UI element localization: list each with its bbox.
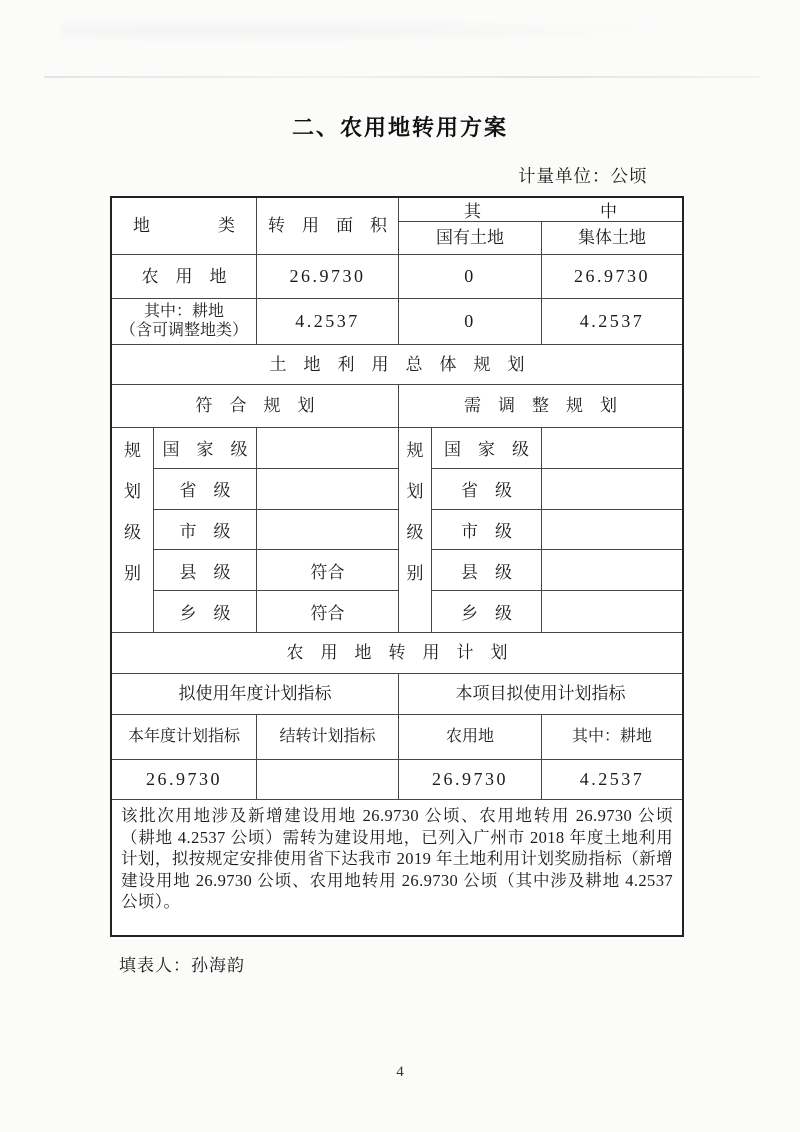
scan-artifact-line	[44, 76, 760, 78]
conversion-plan-section-row	[112, 633, 682, 674]
plan-value	[542, 428, 682, 468]
plan-label: 县 级	[154, 550, 257, 590]
cultivated-collective: 4.2537	[579, 311, 645, 332]
subheader-current-year: 本年度计划指标	[112, 715, 257, 759]
level-char: 规	[124, 441, 141, 460]
header-among: 其 中	[399, 198, 682, 222]
plan-row-national-right	[432, 428, 682, 469]
conversion-plan-section-title: 农 用 地 转 用 计 划	[286, 643, 508, 663]
cultivated-label-line2: （含可调整地类）	[119, 321, 248, 339]
plan-row-city-left	[154, 510, 398, 551]
plan-label: 县 级	[432, 550, 542, 590]
page-number: 4	[396, 1064, 404, 1080]
note-paragraph: 该批次用地涉及新增建设用地 26.9730 公顷、农用地转用 26.9730 公顷（耕地 4.2537 公顷）需转为建设用地，已列入广州市 2018 年度土地利用计划，拟按规定安排使用省下达我市 2019 年土地利用计划奖励指标（新增建设用地 26.9730 公顷、农用地转用 26.9730 公顷（其中涉及耕地 4.2537 公顷）。	[121, 806, 673, 911]
header-land-type: 地 类	[112, 198, 257, 254]
level-char: 划	[406, 482, 424, 501]
plan-label: 国 家 级	[154, 428, 257, 468]
planning-left-half	[112, 428, 399, 632]
header-among-group	[399, 198, 682, 254]
level-char: 别	[124, 564, 141, 583]
plan-indicator-subheader-row	[112, 715, 682, 760]
cultivated-state-owned: 0	[399, 299, 542, 344]
plan-value	[542, 469, 682, 509]
level-char: 别	[406, 564, 424, 583]
planning-level-axis-left	[112, 428, 154, 632]
value-current-year: 26.9730	[112, 760, 257, 799]
cultivated-area: 4.2537	[257, 299, 399, 344]
plan-label: 市 级	[154, 510, 257, 550]
planning-right-half	[399, 428, 682, 632]
value-farmland: 26.9730	[399, 760, 542, 799]
form-filler: 填表人：孙海韵	[119, 956, 245, 975]
plan-row-national-left	[154, 428, 398, 469]
plan-indicator-value-row	[112, 760, 682, 800]
master-plan-section-title: 土 地 利 用 总 体 规 划	[269, 354, 525, 374]
level-char: 级	[406, 523, 424, 542]
plan-value	[542, 591, 682, 632]
table-row-farmland	[112, 255, 682, 299]
page-title: 二、农用地转用方案	[291, 115, 508, 140]
header-conversion-area: 转 用 面 积	[257, 198, 399, 254]
project-indicator-header: 本项目拟使用计划指标	[455, 684, 626, 704]
plan-adjust-header: 需 调 整 规 划	[464, 396, 617, 416]
table-header-row	[112, 198, 682, 255]
farmland-collective: 26.9730	[574, 266, 650, 287]
header-collective-land: 集体土地	[578, 228, 646, 248]
plan-compliance-header-row	[112, 385, 682, 428]
plan-row-township-left	[154, 591, 398, 632]
plan-label: 乡 级	[432, 591, 542, 632]
note-row	[112, 800, 682, 935]
plan-label: 省 级	[432, 469, 542, 509]
plan-row-city-right	[432, 510, 682, 551]
plan-value	[542, 510, 682, 550]
plan-compliant-header: 符 合 规 划	[112, 385, 399, 427]
subheader-carryover: 结转计划指标	[257, 715, 399, 759]
plan-row-province-right	[432, 469, 682, 510]
plan-row-county-left	[154, 550, 398, 591]
level-char: 规	[406, 441, 424, 460]
cultivated-label-line1: 其中：耕地	[143, 302, 224, 320]
plan-value	[542, 550, 682, 590]
plan-value	[257, 469, 398, 509]
plan-row-province-left	[154, 469, 398, 510]
plan-value: 符合	[310, 604, 345, 624]
farmland-label: 农 用 地	[112, 255, 257, 298]
value-carryover	[257, 760, 399, 799]
header-state-owned-land: 国有土地	[399, 222, 542, 254]
subheader-cultivated: 其中：耕地	[571, 728, 652, 745]
plan-value	[257, 428, 398, 468]
planning-levels-row	[112, 428, 682, 633]
table-row-cultivated	[112, 299, 682, 345]
plan-label: 省 级	[154, 469, 257, 509]
plan-label: 国 家 级	[432, 428, 542, 468]
subheader-farmland: 农用地	[399, 715, 542, 759]
scan-artifact-blob	[60, 18, 680, 44]
land-conversion-table	[110, 196, 684, 937]
plan-label: 乡 级	[154, 591, 257, 632]
plan-row-township-right	[432, 591, 682, 632]
level-char: 级	[124, 523, 141, 542]
plan-row-county-right	[432, 550, 682, 591]
level-char: 划	[124, 482, 141, 501]
cultivated-label	[112, 299, 257, 344]
value-cultivated: 4.2537	[579, 769, 645, 790]
plan-indicator-header-row	[112, 674, 682, 715]
plan-label: 市 级	[432, 510, 542, 550]
planning-level-axis-right	[399, 428, 432, 632]
farmland-area: 26.9730	[257, 255, 399, 298]
farmland-state-owned: 0	[399, 255, 542, 298]
annual-indicator-header: 拟使用年度计划指标	[112, 674, 399, 714]
measurement-unit-note: 计量单位：公顷	[518, 166, 648, 186]
master-plan-section-row	[112, 345, 682, 385]
plan-value: 符合	[310, 562, 345, 582]
plan-value	[257, 510, 398, 550]
